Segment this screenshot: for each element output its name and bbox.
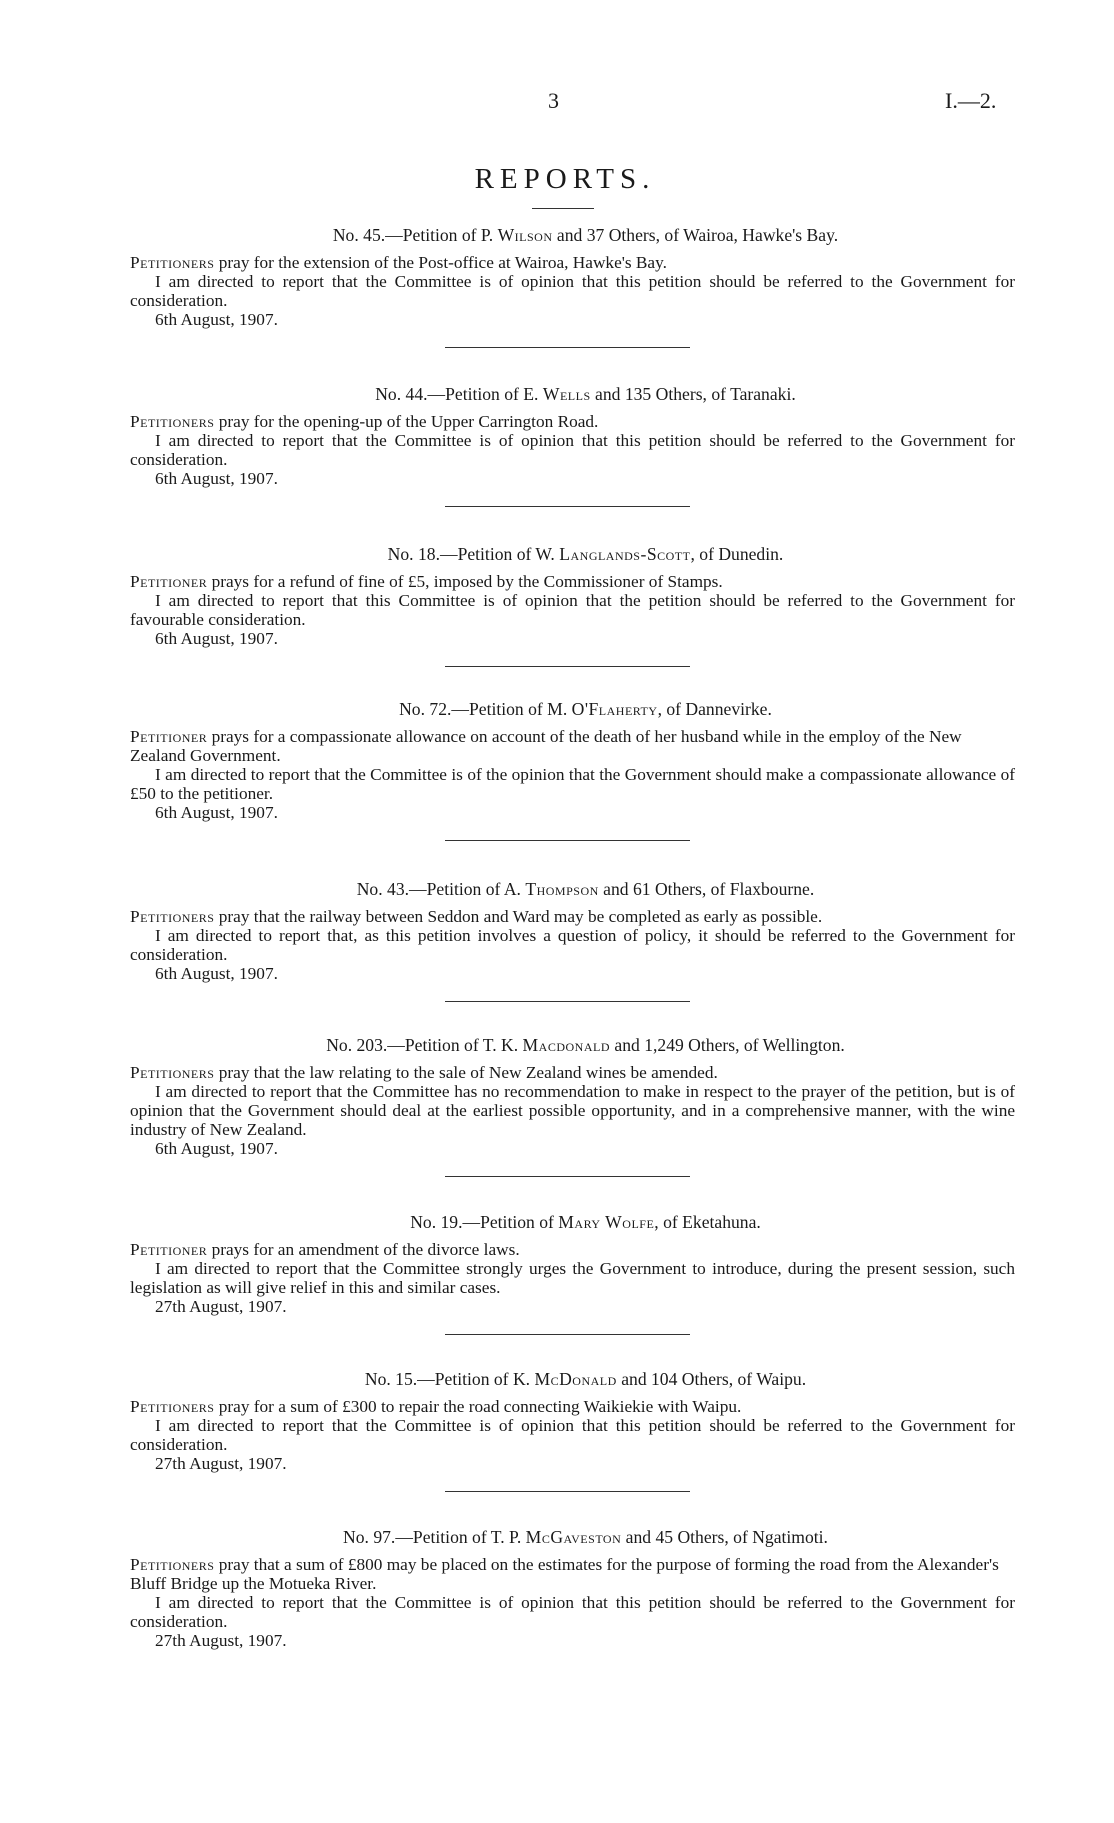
report-entry [130, 700, 1015, 841]
report-entry [130, 880, 1015, 1002]
petitioner-label: Petitioners [130, 1063, 215, 1082]
prayer-text: prays for a compassionate allowance on account of the death of her husband while in the employ of the New Zealand Government. [130, 727, 962, 765]
report-date: 27th August, 1907. [155, 1297, 287, 1316]
prayer-paragraph [130, 907, 1015, 926]
report-text: I am directed to report that the Committee is of opinion that this petition should be referred to the Government for consideration. [130, 1416, 1015, 1454]
report-heading [130, 880, 1015, 899]
petition-suffix: and 104 Others, of Waipu. [616, 1369, 807, 1389]
petition-number: No. 18. [387, 544, 440, 564]
petition-suffix: , of Eketahuna. [654, 1212, 761, 1232]
prayer-text: pray for the extension of the Post-office at Wairoa, Hawke's Bay. [214, 253, 667, 272]
petitioner-label: Petitioners [130, 907, 215, 926]
report-entry [130, 385, 1015, 507]
prayer-paragraph [130, 253, 1015, 272]
report-text: I am directed to report that the Committee is of opinion that this petition should be referred to the Government for consideration. [130, 431, 1015, 469]
report-heading [130, 545, 1015, 564]
page-header [0, 88, 1114, 118]
report-date: 6th August, 1907. [155, 1139, 278, 1158]
document-reference: I.—2. [945, 88, 997, 113]
report-text: I am directed to report that the Committee strongly urges the Government to introduce, during the present session, such legislation as will give relief in this and similar cases. [130, 1259, 1015, 1297]
report-text: I am directed to report that the Committee has no recommendation to make in respect to the prayer of the petition, but is of opinion that the Government should deal at the earliest possible opportunity, and in a comprehensive manner, with the wine industry of New Zealand. [130, 1082, 1015, 1139]
report-entry [130, 545, 1015, 667]
petitioner-label: Petitioners [130, 253, 215, 272]
petition-suffix: and 45 Others, of Ngatimoti. [621, 1527, 828, 1547]
petitioner-name: Wells [542, 384, 591, 404]
report-text: I am directed to report that this Committee is of opinion that the petition should be referred to the Government for favourable consideration. [130, 591, 1015, 629]
petitioner-name: McGaveston [525, 1527, 622, 1547]
petitioner-label: Petitioners [130, 412, 215, 431]
petition-prefix: —Petition of [462, 1212, 559, 1232]
petition-number: No. 45. [332, 225, 386, 245]
petition-suffix: and 135 Others, of Taranaki. [590, 384, 796, 404]
petition-prefix: —Petition of T. K. [387, 1035, 523, 1055]
petition-prefix: —Petition of P. [385, 225, 498, 245]
report-entry [130, 226, 1015, 348]
title-rule [532, 208, 594, 209]
report-heading [130, 1036, 1015, 1055]
report-text: I am directed to report that the Committee is of opinion that this petition should be referred to the Government for consideration. [130, 272, 1015, 310]
petition-suffix: , of Dannevirke. [657, 699, 772, 719]
petition-prefix: —Petition of T. P. [395, 1527, 526, 1547]
petition-number: No. 203. [326, 1035, 388, 1055]
petitioner-name: Macdonald [522, 1035, 610, 1055]
petition-suffix: , of Dunedin. [690, 544, 784, 564]
report-text: I am directed to report that the Committee is of opinion that this petition should be referred to the Government for consideration. [130, 1593, 1015, 1631]
report-heading [130, 700, 1015, 719]
section-rule [445, 666, 690, 667]
petitioner-label: Petitioner [130, 1240, 208, 1259]
report-date: 6th August, 1907. [155, 803, 278, 822]
section-rule [445, 1176, 690, 1177]
report-date: 6th August, 1907. [155, 964, 278, 983]
petitioner-name: McDonald [534, 1369, 617, 1389]
petitioner-label: Petitioner [130, 727, 208, 746]
prayer-paragraph [130, 727, 1015, 765]
prayer-text: pray for a sum of £300 to repair the road connecting Waikiekie with Waipu. [214, 1397, 742, 1416]
page-number: 3 [548, 88, 559, 113]
petitioner-label: Petitioners [130, 1397, 215, 1416]
prayer-text: prays for an amendment of the divorce laws. [207, 1240, 520, 1259]
section-rule [445, 506, 690, 507]
petition-number: No. 97. [343, 1527, 396, 1547]
prayer-text: pray that the law relating to the sale of New Zealand wines be amended. [214, 1063, 718, 1082]
report-entry [130, 1370, 1015, 1492]
prayer-text: pray for the opening-up of the Upper Carrington Road. [214, 412, 599, 431]
petition-number: No. 15. [364, 1369, 418, 1389]
report-heading [130, 226, 1015, 245]
report-text: I am directed to report that, as this petition involves a question of policy, it should be referred to the Government for consideration. [130, 926, 1015, 964]
petition-number: No. 43. [356, 879, 410, 899]
petition-number: No. 19. [410, 1212, 463, 1232]
petition-suffix: and 1,249 Others, of Wellington. [610, 1035, 845, 1055]
report-entry [130, 1036, 1015, 1177]
petitioner-name: Langlands-Scott [559, 544, 691, 564]
prayer-paragraph [130, 1555, 1015, 1593]
petitioner-label: Petitioners [130, 1555, 215, 1574]
prayer-paragraph [130, 572, 1015, 591]
prayer-paragraph [130, 1397, 1015, 1416]
section-rule [445, 1491, 690, 1492]
page-title: REPORTS. [474, 163, 656, 195]
petition-prefix: —Petition of E. [427, 384, 543, 404]
report-date: 27th August, 1907. [155, 1631, 287, 1650]
report-date: 27th August, 1907. [155, 1454, 287, 1473]
report-heading [130, 1528, 1015, 1547]
petition-suffix: and 61 Others, of Flaxbourne. [598, 879, 815, 899]
prayer-text: pray that the railway between Seddon and Ward may be completed as early as possible. [214, 907, 823, 926]
prayer-text: pray that a sum of £800 may be placed on the estimates for the purpose of forming the road from the Alexander's Bluff Bridge up the Motueka River. [130, 1555, 999, 1593]
report-heading [130, 1370, 1015, 1389]
section-rule [445, 347, 690, 348]
petitioner-name: Wilson [497, 225, 553, 245]
petitioner-name: Mary Wolfe [558, 1212, 655, 1232]
petition-prefix: —Petition of W. [439, 544, 560, 564]
report-heading [130, 1213, 1015, 1232]
prayer-paragraph [130, 1240, 1015, 1259]
prayer-paragraph [130, 1063, 1015, 1082]
petition-prefix: —Petition of M. [451, 699, 572, 719]
petition-suffix: and 37 Others, of Wairoa, Hawke's Bay. [552, 225, 839, 245]
report-date: 6th August, 1907. [155, 469, 278, 488]
prayer-text: prays for a refund of fine of £5, imposed by the Commissioner of Stamps. [207, 572, 723, 591]
petition-prefix: —Petition of A. [409, 879, 526, 899]
report-date: 6th August, 1907. [155, 629, 278, 648]
report-entry [130, 1213, 1015, 1335]
petition-prefix: —Petition of K. [417, 1369, 535, 1389]
petitioner-label: Petitioner [130, 572, 208, 591]
petition-number: No. 44. [375, 384, 428, 404]
prayer-paragraph [130, 412, 1015, 431]
report-entry [130, 1528, 1015, 1650]
petitioner-name: O'Flaherty [571, 699, 658, 719]
report-heading [130, 385, 1015, 404]
section-rule [445, 840, 690, 841]
petitioner-name: Thompson [525, 879, 599, 899]
report-text: I am directed to report that the Committee is of the opinion that the Government should make a compassionate allowance of £50 to the petitioner. [130, 765, 1015, 803]
section-rule [445, 1001, 690, 1002]
section-rule [445, 1334, 690, 1335]
petition-number: No. 72. [399, 699, 452, 719]
report-date: 6th August, 1907. [155, 310, 278, 329]
